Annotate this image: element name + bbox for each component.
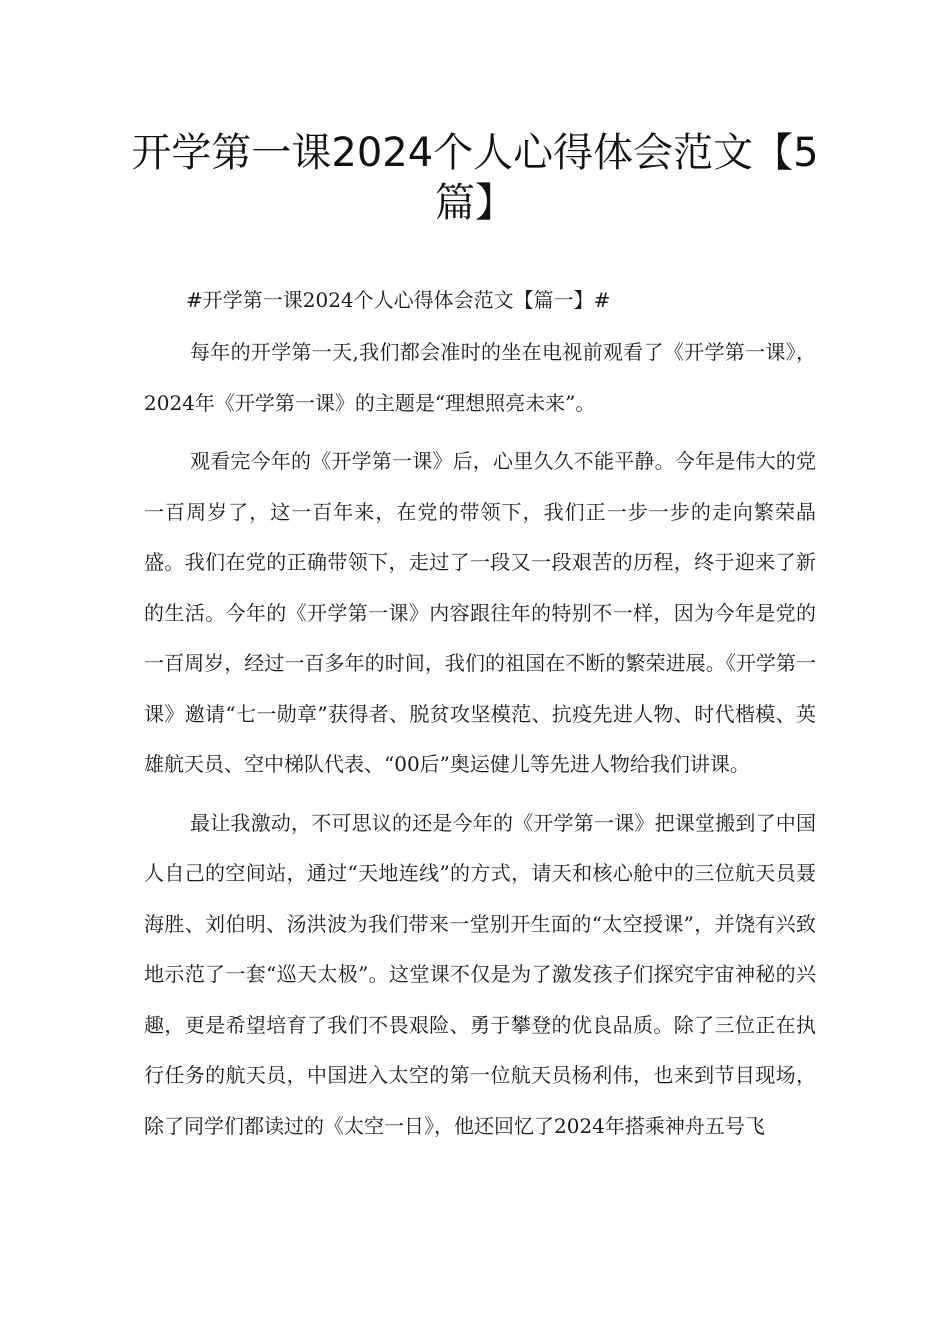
paragraph-1: 每年的开学第一天,我们都会准时的坐在电视前观看了《开学第一课》，2024年《开学第一课》的主题是“理想照亮未来”。 <box>144 340 816 415</box>
document-body <box>144 282 816 1159</box>
section-heading: #开学第一课2024个人心得体会范文【篇一】# <box>186 288 611 312</box>
paragraph-2: 观看完今年的《开学第一课》后，心里久久不能平静。今年是伟大的党一百周岁了，这一百年来，在党的带领下，我们正一步一步的走向繁荣晶盛。我们在党的正确带领下，走过了一段又一段艰苦的历程，终于迎来了新的生活。今年的《开学第一课》内容跟往年的特别不一样，因为今年是党的一百周岁，经过一百多年的时间，我们的祖国在不断的繁荣进展。《开学第一课》邀请“七一勋章”获得者、脱贫攻坚模范、抗疫先进人物、时代楷模、英雄航天员、空中梯队代表、“00后”奥运健儿等先进人物给我们讲课。 <box>144 449 816 776</box>
paragraph-3: 最让我激动，不可思议的还是今年的《开学第一课》把课堂搬到了中国人自己的空间站，通过“天地连线”的方式，请天和核心舱中的三位航天员聂海胜、刘伯明、汤洪波为我们带来一堂别开生面的“太空授课”，并饶有兴致地示范了一套“巡天太极”。这堂课不仅是为了激发孩子们探究宇宙神秘的兴趣，更是希望培育了我们不畏艰险、勇于攀登的优良品质。除了三位正在执行任务的航天员，中国进入太空的第一位航天员杨利伟，也来到节目现场，除了同学们都读过的《太空一日》，他还回忆了2024年搭乘神舟五号飞 <box>144 810 816 1138</box>
document-title: 开学第一课2024个人心得体会范文【5篇】 <box>131 130 819 226</box>
